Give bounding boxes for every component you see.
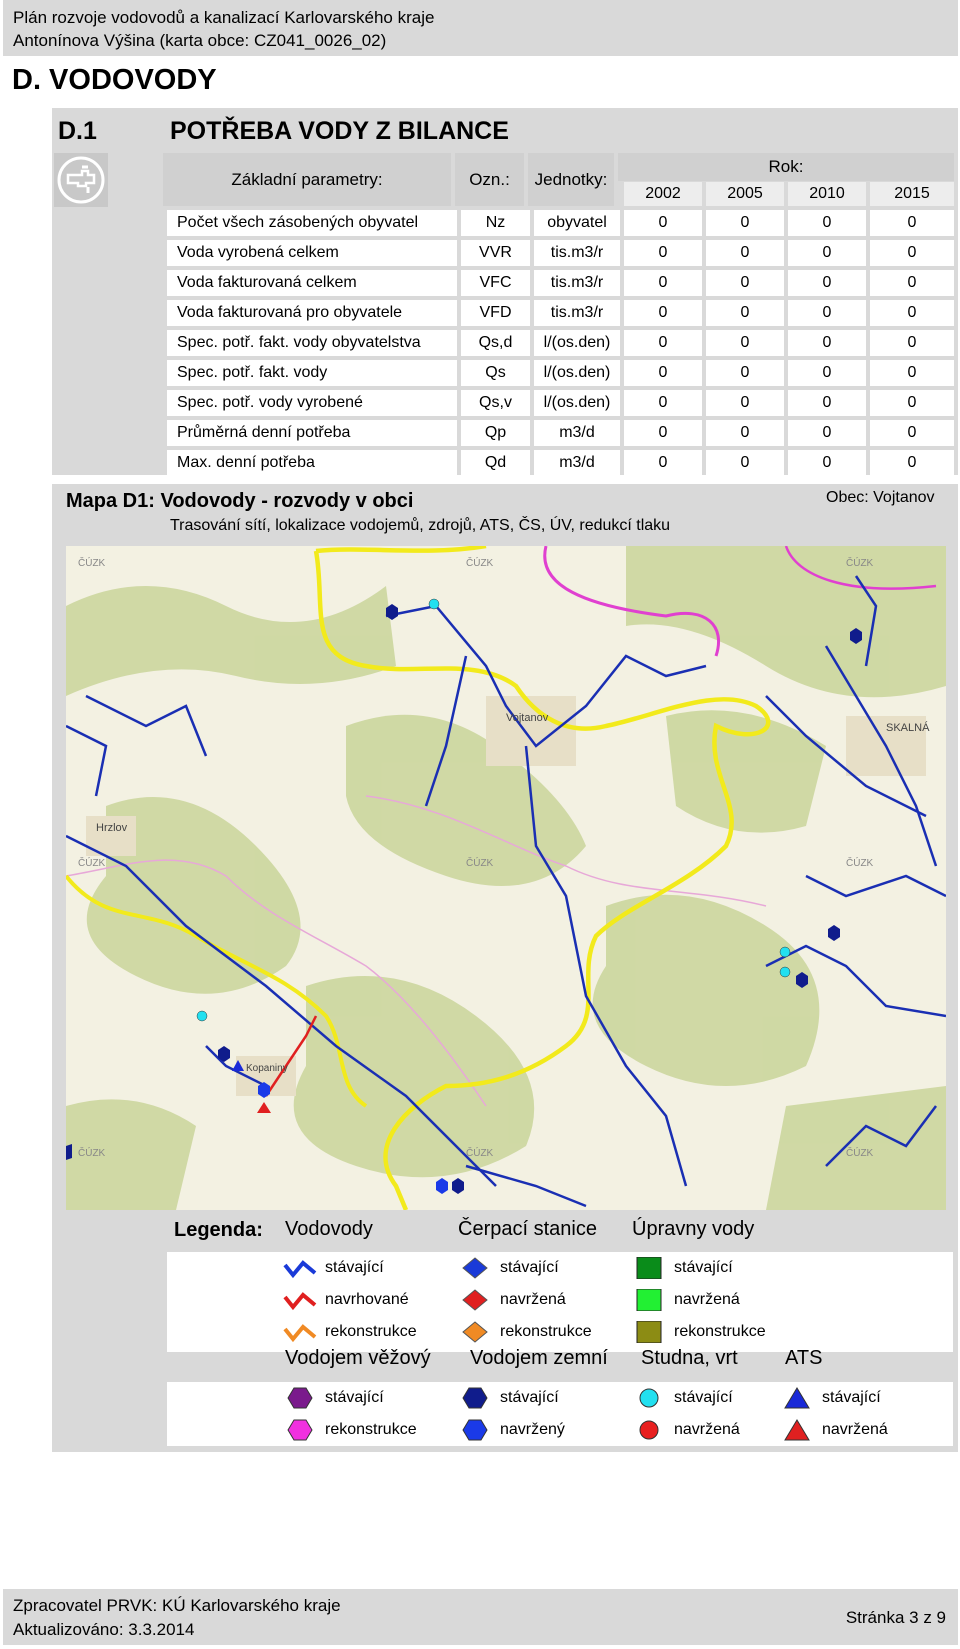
forest-areas bbox=[66, 546, 946, 1210]
header-ozn: Ozn.: bbox=[455, 153, 524, 206]
value-cell: 0 bbox=[870, 330, 954, 356]
value-cell: 0 bbox=[870, 270, 954, 296]
cuzk-watermark: ČÚZK bbox=[846, 1148, 874, 1159]
legend-item bbox=[458, 1257, 559, 1279]
legend-symbol-icon bbox=[632, 1321, 666, 1343]
legend-item-label: rekonstrukce bbox=[325, 1421, 417, 1438]
cuzk-watermark: ČÚZK bbox=[78, 1148, 106, 1159]
value-cell: 0 bbox=[624, 420, 702, 446]
map-canvas bbox=[66, 546, 946, 1210]
value-cell: 0 bbox=[624, 300, 702, 326]
param-name-cell: Průměrná denní potřeba bbox=[167, 420, 457, 446]
cuzk-watermark: ČÚZK bbox=[466, 1148, 494, 1159]
value-cell: 0 bbox=[788, 270, 866, 296]
legend-group-heading: Čerpací stanice bbox=[458, 1218, 597, 1240]
param-unit-cell: m3/d bbox=[534, 450, 620, 476]
value-cell: 0 bbox=[706, 330, 784, 356]
value-cell: 0 bbox=[870, 300, 954, 326]
cuzk-watermark: ČÚZK bbox=[466, 858, 494, 869]
legend-group-heading: Vodojem zemní bbox=[470, 1347, 608, 1369]
cuzk-watermark: ČÚZK bbox=[846, 558, 874, 569]
value-cell: 0 bbox=[624, 360, 702, 386]
legend-item-label: rekonstrukce bbox=[500, 1323, 592, 1340]
legend-item bbox=[632, 1257, 733, 1279]
legend-item bbox=[458, 1321, 592, 1343]
cuzk-watermark: ČÚZK bbox=[78, 558, 106, 569]
param-unit-cell: obyvatel bbox=[534, 210, 620, 236]
legend-symbol-icon bbox=[632, 1257, 666, 1279]
value-cell: 0 bbox=[706, 210, 784, 236]
value-cell: 0 bbox=[870, 360, 954, 386]
param-name-cell: Voda vyrobená celkem bbox=[167, 240, 457, 266]
param-name-cell: Voda fakturovaná pro obyvatele bbox=[167, 300, 457, 326]
map-title: Mapa D1: Vodovody - rozvody v obci bbox=[66, 490, 414, 512]
year-cell: 2010 bbox=[788, 182, 866, 206]
value-cell: 0 bbox=[624, 270, 702, 296]
param-code-cell: Qs,d bbox=[461, 330, 530, 356]
place-label: SKALNÁ bbox=[886, 722, 930, 734]
cuzk-watermark: ČÚZK bbox=[466, 558, 494, 569]
year-cell: 2015 bbox=[870, 182, 954, 206]
header-units: Jednotky: bbox=[528, 153, 614, 206]
value-cell: 0 bbox=[870, 240, 954, 266]
legend-group-heading: Studna, vrt bbox=[641, 1347, 738, 1369]
value-cell: 0 bbox=[788, 450, 866, 476]
header-municipality-card: Antonínova Výšina (karta obce: CZ041_0026_02) bbox=[13, 31, 387, 50]
param-unit-cell: tis.m3/r bbox=[534, 300, 620, 326]
value-cell: 0 bbox=[788, 300, 866, 326]
value-cell: 0 bbox=[788, 420, 866, 446]
value-cell: 0 bbox=[706, 390, 784, 416]
legend-symbol-icon bbox=[458, 1289, 492, 1311]
legend-item-label: navržená bbox=[822, 1421, 888, 1438]
param-code-cell: Nz bbox=[461, 210, 530, 236]
legend-symbol-icon bbox=[632, 1387, 666, 1409]
water-network-map[interactable] bbox=[66, 546, 946, 1210]
legend-group-heading: ATS bbox=[785, 1347, 823, 1369]
value-cell: 0 bbox=[788, 390, 866, 416]
year-cell: 2002 bbox=[624, 182, 702, 206]
legend-symbol-icon bbox=[283, 1419, 317, 1441]
place-label: Hrzlov bbox=[96, 822, 128, 834]
legend-symbol-icon bbox=[780, 1387, 814, 1409]
value-cell: 0 bbox=[706, 360, 784, 386]
value-cell: 0 bbox=[624, 390, 702, 416]
subsection-title: POTŘEBA VODY Z BILANCE bbox=[170, 117, 509, 145]
legend-item-label: navržená bbox=[500, 1291, 566, 1308]
water-tap-icon bbox=[54, 153, 108, 207]
table-row bbox=[167, 390, 954, 416]
table-row bbox=[167, 240, 954, 266]
param-name-cell: Spec. potř. vody vyrobené bbox=[167, 390, 457, 416]
legend-item bbox=[632, 1419, 740, 1441]
table-row bbox=[167, 420, 954, 446]
page-number: Stránka 3 z 9 bbox=[845, 1608, 946, 1627]
table-row bbox=[167, 360, 954, 386]
table-row bbox=[167, 330, 954, 356]
cuzk-watermark: ČÚZK bbox=[78, 858, 106, 869]
value-cell: 0 bbox=[624, 240, 702, 266]
legend-item bbox=[632, 1289, 740, 1311]
legend-title: Legenda: bbox=[174, 1219, 263, 1241]
legend-group-heading: Vodovody bbox=[285, 1218, 373, 1240]
value-cell: 0 bbox=[706, 450, 784, 476]
map-subtitle: Trasování sítí, lokalizace vodojemů, zdrojů, ATS, ČS, ÚV, redukcí tlaku bbox=[170, 517, 671, 534]
legend-item-label: navrhované bbox=[325, 1291, 409, 1308]
header-year-group: Rok: bbox=[618, 153, 954, 181]
table-row bbox=[167, 210, 954, 236]
place-label: Kopaniny bbox=[246, 1063, 288, 1074]
legend-item-label: rekonstrukce bbox=[325, 1323, 417, 1340]
param-name-cell: Spec. potř. fakt. vody obyvatelstva bbox=[167, 330, 457, 356]
footer-processor: Zpracovatel PRVK: KÚ Karlovarského kraje bbox=[13, 1596, 341, 1615]
legend-item bbox=[780, 1387, 881, 1409]
legend-item-label: stávající bbox=[500, 1389, 559, 1406]
subsection-number: D.1 bbox=[58, 117, 97, 145]
table-row bbox=[167, 450, 954, 476]
param-unit-cell: l/(os.den) bbox=[534, 360, 620, 386]
footer-updated: Aktualizováno: 3.3.2014 bbox=[13, 1620, 195, 1639]
param-code-cell: VFD bbox=[461, 300, 530, 326]
legend-item bbox=[283, 1289, 409, 1311]
legend-symbol-icon bbox=[283, 1289, 317, 1311]
year-cell: 2005 bbox=[706, 182, 784, 206]
param-code-cell: Qs bbox=[461, 360, 530, 386]
value-cell: 0 bbox=[624, 450, 702, 476]
map-municipality: Obec: Vojtanov bbox=[826, 489, 935, 506]
legend-symbol-icon bbox=[632, 1289, 666, 1311]
map-edge-feature bbox=[66, 1144, 72, 1160]
value-cell: 0 bbox=[788, 210, 866, 236]
value-cell: 0 bbox=[870, 450, 954, 476]
legend-group-heading: Vodojem věžový bbox=[285, 1347, 431, 1369]
param-name-cell: Spec. potř. fakt. vody bbox=[167, 360, 457, 386]
legend-item bbox=[458, 1289, 566, 1311]
legend-item bbox=[780, 1419, 888, 1441]
legend-symbol-icon bbox=[632, 1419, 666, 1441]
legend-symbol-icon bbox=[458, 1419, 492, 1441]
value-cell: 0 bbox=[706, 240, 784, 266]
legend-item-label: stávající bbox=[674, 1389, 733, 1406]
value-cell: 0 bbox=[788, 330, 866, 356]
legend-item bbox=[283, 1387, 384, 1409]
value-cell: 0 bbox=[870, 390, 954, 416]
param-unit-cell: tis.m3/r bbox=[534, 270, 620, 296]
legend-group-heading: Úpravny vody bbox=[632, 1218, 755, 1240]
value-cell: 0 bbox=[624, 330, 702, 356]
place-label: Vojtanov bbox=[506, 712, 549, 724]
legend-item bbox=[283, 1321, 417, 1343]
legend-item-label: stávající bbox=[500, 1259, 559, 1276]
legend-symbol-icon bbox=[283, 1321, 317, 1343]
param-code-cell: VFC bbox=[461, 270, 530, 296]
header-basic-params: Základní parametry: bbox=[163, 153, 451, 206]
value-cell: 0 bbox=[624, 210, 702, 236]
legend-item bbox=[283, 1419, 417, 1441]
legend-item bbox=[458, 1419, 565, 1441]
legend-item-label: navržená bbox=[674, 1421, 740, 1438]
document-footer bbox=[3, 1589, 958, 1645]
param-unit-cell: l/(os.den) bbox=[534, 390, 620, 416]
value-cell: 0 bbox=[788, 240, 866, 266]
legend-item bbox=[632, 1321, 766, 1343]
legend-item-label: stávající bbox=[325, 1389, 384, 1406]
param-name-cell: Voda fakturovaná celkem bbox=[167, 270, 457, 296]
param-unit-cell: m3/d bbox=[534, 420, 620, 446]
legend-symbol-icon bbox=[283, 1257, 317, 1279]
legend-item bbox=[458, 1387, 559, 1409]
legend-item-label: rekonstrukce bbox=[674, 1323, 766, 1340]
param-unit-cell: tis.m3/r bbox=[534, 240, 620, 266]
legend-symbol-icon bbox=[780, 1419, 814, 1441]
param-code-cell: Qp bbox=[461, 420, 530, 446]
legend-item bbox=[283, 1257, 384, 1279]
cuzk-watermark: ČÚZK bbox=[846, 858, 874, 869]
header-plan-title: Plán rozvoje vodovodů a kanalizací Karlovarského kraje bbox=[13, 8, 435, 27]
legend-item-label: stávající bbox=[822, 1389, 881, 1406]
param-name-cell: Počet všech zásobených obyvatel bbox=[167, 210, 457, 236]
value-cell: 0 bbox=[870, 210, 954, 236]
legend-symbol-icon bbox=[458, 1321, 492, 1343]
param-code-cell: Qd bbox=[461, 450, 530, 476]
legend-symbol-icon bbox=[458, 1257, 492, 1279]
value-cell: 0 bbox=[706, 270, 784, 296]
legend-symbol-icon bbox=[458, 1387, 492, 1409]
legend-item bbox=[632, 1387, 733, 1409]
param-name-cell: Max. denní potřeba bbox=[167, 450, 457, 476]
document-header bbox=[3, 0, 958, 56]
legend-symbol-icon bbox=[283, 1387, 317, 1409]
legend-item-label: navržená bbox=[674, 1291, 740, 1308]
param-code-cell: Qs,v bbox=[461, 390, 530, 416]
legend-item-label: stávající bbox=[674, 1259, 733, 1276]
value-cell: 0 bbox=[870, 420, 954, 446]
municipal-boundary bbox=[316, 546, 486, 551]
value-cell: 0 bbox=[706, 420, 784, 446]
table-row bbox=[167, 270, 954, 296]
param-code-cell: VVR bbox=[461, 240, 530, 266]
param-unit-cell: l/(os.den) bbox=[534, 330, 620, 356]
value-cell: 0 bbox=[788, 360, 866, 386]
legend-item-label: stávající bbox=[325, 1259, 384, 1276]
table-row bbox=[167, 300, 954, 326]
value-cell: 0 bbox=[706, 300, 784, 326]
section-title: D. VODOVODY bbox=[12, 64, 217, 96]
legend-item-label: navržený bbox=[500, 1421, 565, 1438]
